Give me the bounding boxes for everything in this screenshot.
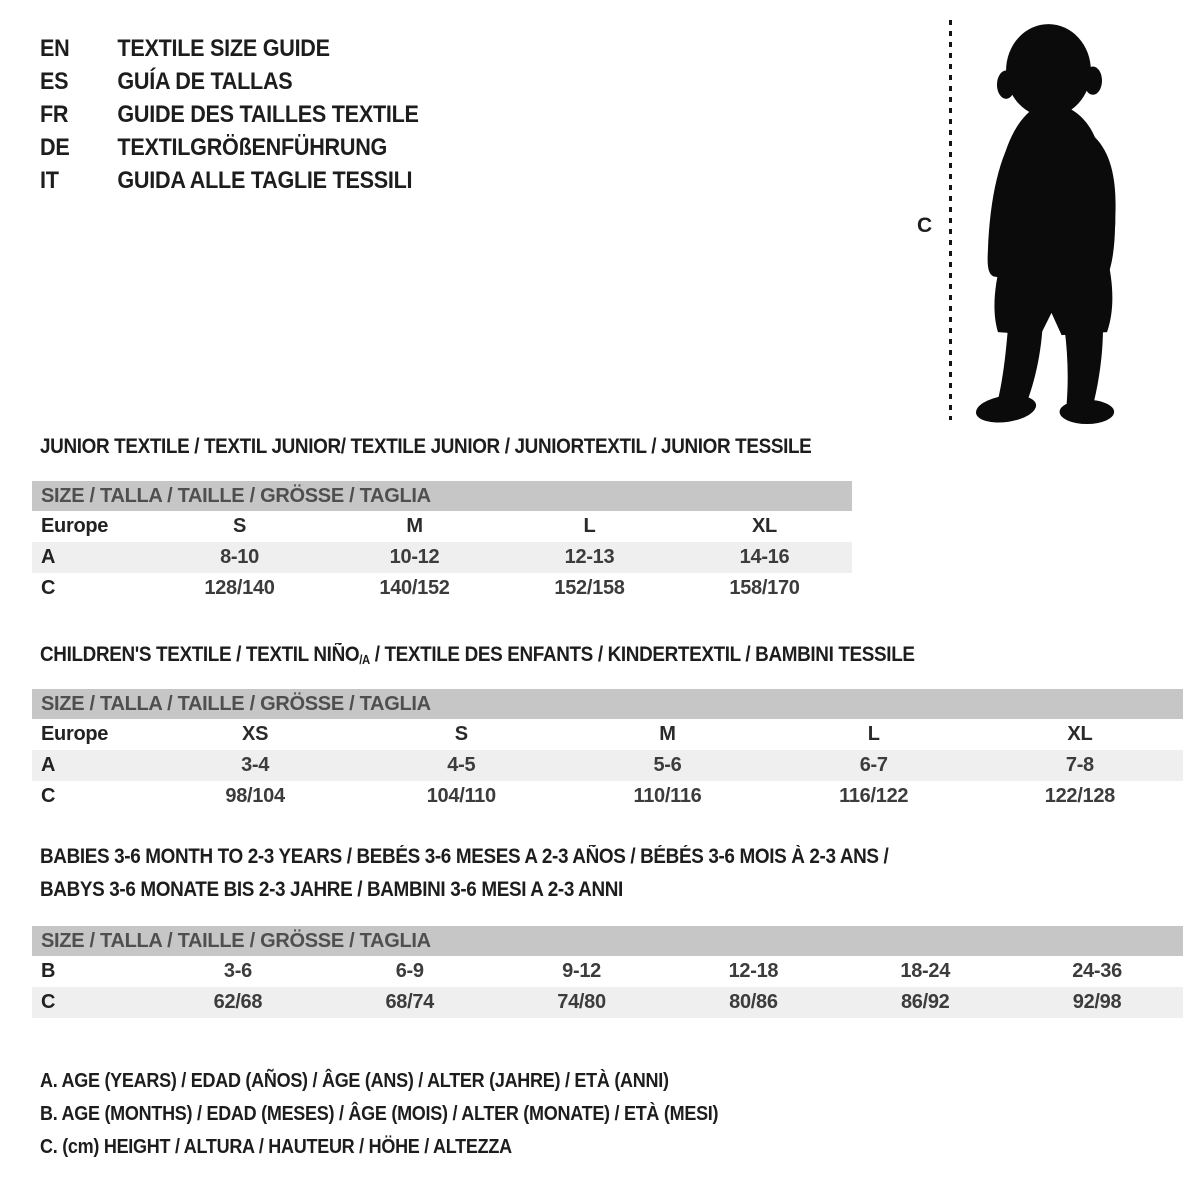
lang-title: GUIDE DES TAILLES TEXTILE xyxy=(117,100,419,128)
value-cell: 5-6 xyxy=(653,754,682,776)
lang-title: TEXTILGRÖßENFÜHRUNG xyxy=(117,133,388,161)
children-title-part: / TEXTILE DES ENFANTS / KINDERTEXTIL / BAMBINI TESSILE xyxy=(369,643,915,666)
size-cell: XS xyxy=(242,723,269,745)
children-title-part: CHILDREN'S TEXTILE / TEXTIL NIÑO xyxy=(40,643,360,666)
lang-row-it xyxy=(40,164,419,197)
value-cell: 80/86 xyxy=(729,991,778,1013)
size-cell: S xyxy=(454,723,468,745)
row-label: C xyxy=(41,577,56,599)
height-dashed-line-icon xyxy=(949,20,952,420)
value-cell: 24-36 xyxy=(1072,960,1122,982)
lang-code: EN xyxy=(40,34,70,62)
height-measure-label: C xyxy=(917,214,933,237)
size-cell: S xyxy=(232,515,247,537)
lang-code: DE xyxy=(40,133,70,161)
value-cell: 122/128 xyxy=(1044,785,1115,807)
size-cell: L xyxy=(867,723,880,745)
legend-line-a: A. AGE (YEARS) / EDAD (AÑOS) / ÂGE (ANS) / ALTER (JAHRE) / ETÀ (ANNI) xyxy=(40,1070,669,1092)
table-row-age xyxy=(32,542,852,573)
value-cell: 152/158 xyxy=(554,577,625,599)
row-label: A xyxy=(41,546,56,568)
value-cell: 92/98 xyxy=(1072,991,1122,1013)
size-cell: M xyxy=(659,723,676,745)
value-cell: 9-12 xyxy=(562,960,601,982)
size-header-bar: SIZE / TALLA / TAILLE / GRÖSSE / TAGLIA xyxy=(32,481,852,511)
language-title-list xyxy=(40,32,419,197)
value-cell: 68/74 xyxy=(385,991,435,1013)
value-cell: 128/140 xyxy=(204,577,275,599)
table-row-height xyxy=(32,987,1183,1018)
value-cell: 110/116 xyxy=(633,785,702,807)
babies-section-title-line2: BABYS 3-6 MONATE BIS 2-3 JAHRE / BAMBINI 3-6 MESI A 2-3 ANNI xyxy=(40,878,623,901)
value-cell: 140/152 xyxy=(379,577,450,599)
row-label: A xyxy=(41,754,56,776)
size-header-bar: SIZE / TALLA / TAILLE / GRÖSSE / TAGLIA xyxy=(32,689,1183,719)
lang-row-es xyxy=(40,65,419,98)
value-cell: 8-10 xyxy=(220,546,259,568)
value-cell: 3-6 xyxy=(223,960,252,982)
babies-size-table xyxy=(32,926,1183,1018)
children-size-table xyxy=(32,689,1183,812)
value-cell: 10-12 xyxy=(389,546,440,568)
table-row-height xyxy=(32,573,852,604)
value-cell: 6-9 xyxy=(395,960,424,982)
value-cell: 116/122 xyxy=(839,785,909,807)
table-row-europe xyxy=(32,511,852,542)
table-row-height xyxy=(32,781,1183,812)
value-cell: 7-8 xyxy=(1065,754,1094,776)
value-cell: 104/110 xyxy=(426,785,496,807)
toddler-silhouette-icon xyxy=(963,14,1141,424)
measure-legend xyxy=(40,1070,718,1169)
value-cell: 86/92 xyxy=(900,991,950,1013)
height-figure xyxy=(905,12,1155,426)
value-cell: 62/68 xyxy=(213,991,263,1013)
table-row-europe xyxy=(32,719,1183,750)
lang-title: TEXTILE SIZE GUIDE xyxy=(117,34,330,62)
value-cell: 12-13 xyxy=(564,546,615,568)
value-cell: 158/170 xyxy=(729,577,800,599)
lang-title: GUIDA ALLE TAGLIE TESSILI xyxy=(117,166,413,194)
table-row-months xyxy=(32,956,1183,987)
children-section-title xyxy=(40,643,915,667)
value-cell: 18-24 xyxy=(900,960,951,982)
row-label: Europe xyxy=(41,515,109,537)
size-header-bar: SIZE / TALLA / TAILLE / GRÖSSE / TAGLIA xyxy=(32,926,1183,956)
lang-row-de xyxy=(40,131,419,164)
value-cell: 14-16 xyxy=(739,546,790,568)
row-label: C xyxy=(41,991,56,1013)
value-cell: 3-4 xyxy=(241,754,270,776)
size-cell: XL xyxy=(1067,723,1093,745)
size-cell: XL xyxy=(752,515,777,537)
lang-row-fr xyxy=(40,98,419,131)
lang-title: GUÍA DE TALLAS xyxy=(117,67,293,95)
babies-section-title-line1: BABIES 3-6 MONTH TO 2-3 YEARS / BEBÉS 3-6 MESES A 2-3 AÑOS / BÉBÉS 3-6 MOIS À 2-3 ANS / xyxy=(40,845,889,868)
lang-row-en xyxy=(40,32,419,65)
value-cell: 12-18 xyxy=(728,960,779,982)
value-cell: 74/80 xyxy=(557,991,606,1013)
table-row-age xyxy=(32,750,1183,781)
row-label: B xyxy=(41,960,56,982)
value-cell: 6-7 xyxy=(859,754,888,776)
size-cell: M xyxy=(406,515,423,537)
lang-code: ES xyxy=(40,67,69,95)
row-label: Europe xyxy=(41,723,109,745)
value-cell: 98/104 xyxy=(225,785,285,807)
junior-size-table xyxy=(32,481,852,604)
lang-code: IT xyxy=(40,166,59,194)
junior-section-title: JUNIOR TEXTILE / TEXTIL JUNIOR/ TEXTILE JUNIOR / JUNIORTEXTIL / JUNIOR TESSILE xyxy=(40,435,812,458)
legend-line-c: C. (cm) HEIGHT / ALTURA / HAUTEUR / HÖHE / ALTEZZA xyxy=(40,1136,512,1158)
lang-code: FR xyxy=(40,100,69,128)
row-label: C xyxy=(41,785,56,807)
legend-line-b: B. AGE (MONTHS) / EDAD (MESES) / ÂGE (MOIS) / ALTER (MONATE) / ETÀ (MESI) xyxy=(40,1103,719,1125)
size-cell: L xyxy=(583,515,596,537)
value-cell: 4-5 xyxy=(447,754,476,776)
children-title-subscript: /A xyxy=(359,653,370,668)
